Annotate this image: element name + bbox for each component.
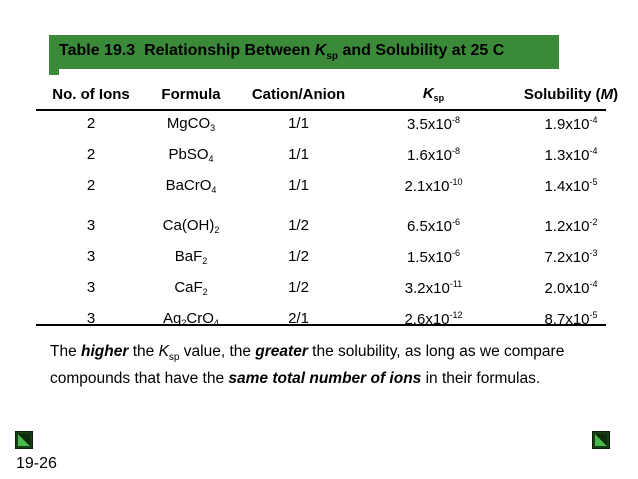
cell-solubility [506,139,636,170]
header-sol-suffix: ) [613,85,619,103]
ksp-exponent: -12 [449,309,463,320]
title-prefix: Table 19.3 Relationship Between [59,41,315,59]
header-row [36,80,636,108]
header-ions: No. of Ions [52,85,130,103]
cell-ions [36,201,146,241]
cell-solubility [506,201,636,241]
cell-solubility [506,108,636,139]
formula-part: CaF [174,278,203,296]
ratio-value: 2/1 [288,310,309,327]
formula-subscript: 4 [213,317,219,328]
title-k-sub: sp [326,51,339,63]
sol-mantissa: 2.0x10 [544,279,590,297]
ksp-table [36,80,636,334]
ratio-value: 1/1 [288,177,309,194]
formula-subscript: 3 [210,122,216,133]
ksp-exponent: -11 [449,278,463,289]
cell-solubility [506,272,636,303]
ratio-value: 1/2 [288,248,309,265]
formula-subscript: 2 [202,255,208,266]
formula-subscript: 2 [181,317,187,328]
header-ksp-k: K [422,85,434,102]
note-k: K [158,343,169,360]
back-arrow-icon[interactable] [15,431,33,449]
ksp-mantissa: 1.6x10 [406,146,453,164]
sol-exponent: -4 [589,145,598,156]
ions-value: 2 [86,146,96,163]
cell-ksp [361,108,506,139]
ksp-mantissa: 6.5x10 [406,217,453,235]
next-arrow-icon[interactable] [592,431,610,449]
table-row [36,139,636,170]
cell-ratio [236,201,361,241]
ksp-mantissa: 2.1x10 [404,177,450,195]
note-greater: greater [255,343,308,360]
header-sol-unit: M [600,85,614,103]
ratio-value: 1/1 [288,146,309,163]
note-p1: The [50,343,82,360]
sol-exponent: -3 [589,247,598,258]
formula-subscript: 4 [211,184,217,195]
cell-ions [36,241,146,272]
table-title [59,42,504,62]
ions-value: 3 [86,217,96,234]
sol-mantissa: 8.7x10 [544,310,590,328]
cell-formula [146,241,236,272]
table-row [36,108,636,139]
cell-ksp [361,272,506,303]
cell-formula [146,170,236,201]
formula-part: PbSO [168,145,209,163]
cell-solubility [506,241,636,272]
cell-ratio [236,139,361,170]
note-text [50,341,610,389]
sol-exponent: -2 [589,216,598,227]
sol-exponent: -5 [589,176,598,187]
sol-exponent: -4 [589,278,598,289]
table-row [36,272,636,303]
formula-part: BaCrO [165,176,212,194]
cell-formula [146,139,236,170]
cell-ksp [361,241,506,272]
table-row [36,201,636,241]
header-formula: Formula [161,85,221,103]
sol-mantissa: 1.4x10 [544,177,590,195]
cell-ions [36,170,146,201]
formula-part: Ca(OH) [162,216,215,234]
formula-part: MgCO [166,114,211,132]
ions-value: 3 [86,279,96,296]
ratio-value: 1/1 [288,115,309,132]
ksp-mantissa: 3.5x10 [406,115,453,133]
cell-ions [36,108,146,139]
ksp-exponent: -6 [452,247,461,258]
ions-value: 3 [86,248,96,265]
formula-part: BaF [174,247,203,265]
cell-ksp [361,201,506,241]
note-same: same total number of ions [228,370,422,388]
cell-ratio [236,170,361,201]
note-higher: higher [81,343,129,360]
table-title-bar [49,35,559,69]
sol-mantissa: 7.2x10 [544,248,590,266]
note-k-sub: sp [168,352,180,364]
formula-part: Ag [163,309,182,327]
sol-mantissa: 1.3x10 [544,146,590,164]
ksp-exponent: -8 [452,114,461,125]
cell-formula [146,272,236,303]
cell-ions [36,139,146,170]
title-k: K [314,41,327,59]
formula-part: CrO [186,309,214,327]
cell-ratio [236,272,361,303]
cell-ksp [361,170,506,201]
header-ksp-sub: sp [433,93,445,103]
formula-subscript: 2 [214,224,220,235]
table-row [36,170,636,201]
title-suffix: and Solubility at 25 C [338,41,505,59]
sol-exponent: -4 [589,114,598,125]
cell-solubility [506,303,636,334]
cell-formula [146,201,236,241]
ksp-exponent: -8 [452,145,461,156]
cell-ksp [361,139,506,170]
ions-value: 2 [86,115,96,132]
ksp-exponent: -6 [452,216,461,227]
cell-ions [36,272,146,303]
ratio-value: 1/2 [288,279,309,296]
cell-solubility [506,170,636,201]
ksp-mantissa: 1.5x10 [406,248,453,266]
formula-subscript: 4 [208,153,214,164]
cell-ratio [236,303,361,334]
cell-ksp [361,303,506,334]
cell-formula [146,303,236,334]
table-row [36,241,636,272]
ions-value: 2 [86,177,96,194]
page-number: 19-26 [16,455,57,472]
cell-formula [146,108,236,139]
ksp-mantissa: 3.2x10 [404,279,450,297]
ksp-mantissa: 2.6x10 [404,310,450,328]
cell-ratio [236,108,361,139]
table-row [36,303,636,334]
cell-ions [36,303,146,334]
header-ksp [361,80,506,108]
note-p5: in their formulas. [421,370,541,388]
title-accent [49,69,59,75]
note-p4: the solubility, as long as we compare compounds that have the [50,343,565,388]
header-ratio: Cation/Anion [251,85,346,103]
note-p3: value, the [179,343,256,360]
cell-ratio [236,241,361,272]
sol-mantissa: 1.9x10 [544,115,590,133]
ions-value: 3 [86,310,96,327]
header-solubility [506,80,636,108]
note-p2: the [128,343,159,360]
ksp-exponent: -10 [449,176,463,187]
sol-exponent: -5 [589,309,598,320]
sol-mantissa: 1.2x10 [544,217,590,235]
formula-subscript: 2 [202,286,208,297]
ratio-value: 1/2 [288,217,309,234]
header-sol-prefix: Solubility ( [523,85,601,103]
